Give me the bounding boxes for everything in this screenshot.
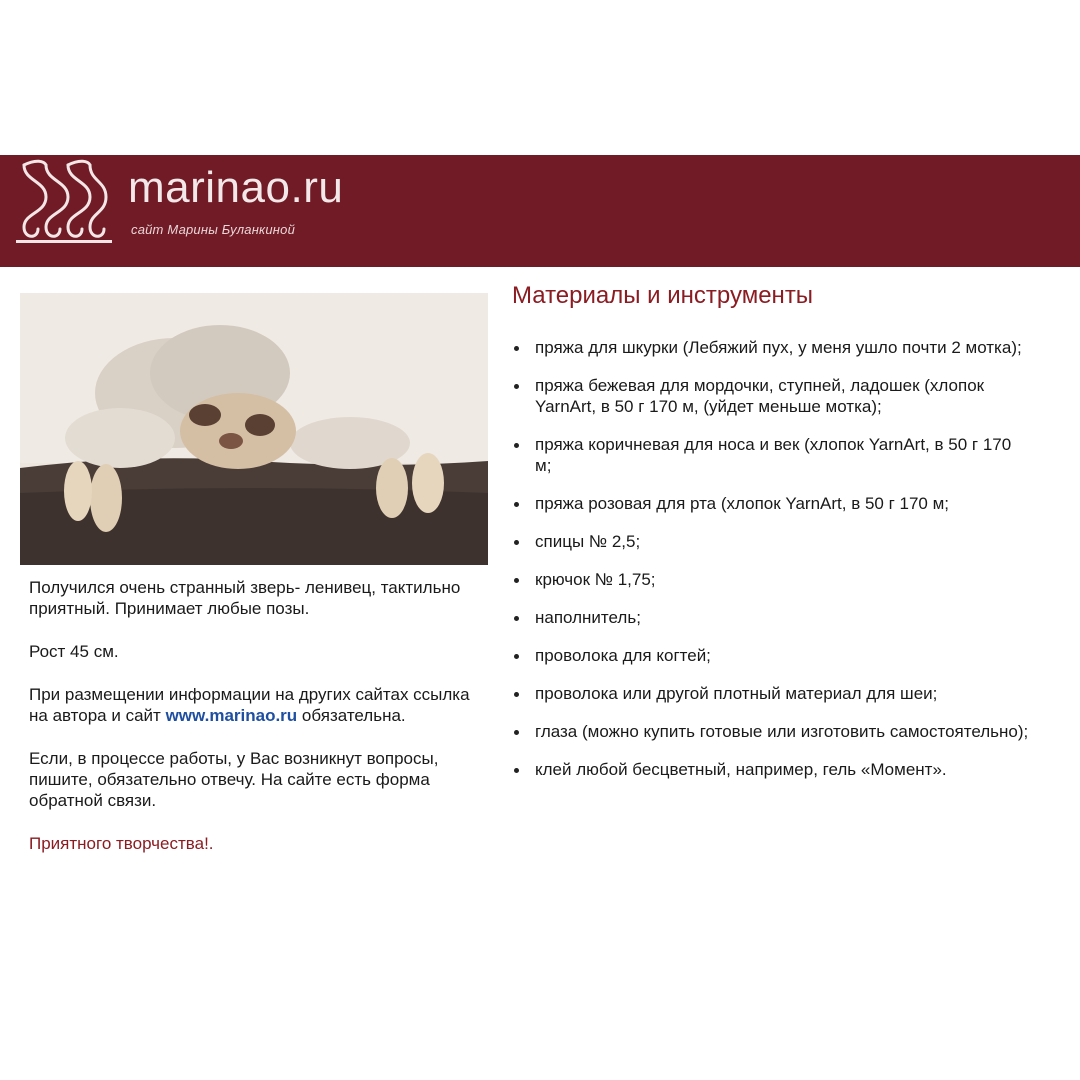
list-item: пряжа бежевая для мордочки, ступней, ладошек (хлопок YarnArt, в 50 г 170 м, (уйдет меньше мотка); xyxy=(512,375,1032,417)
copyright-prefix: При размещении информации на других сайтах ссылка на автора и сайт xyxy=(29,685,470,725)
list-item: наполнитель; xyxy=(512,607,1032,628)
closing-text: Приятного творчества!. xyxy=(29,834,214,853)
logo-underline xyxy=(16,240,112,243)
materials-title: Материалы и инструменты xyxy=(512,282,814,309)
copyright-notice xyxy=(29,684,479,726)
sloth-toy-photo xyxy=(20,293,488,565)
list-item: крючок № 1,75; xyxy=(512,569,1032,590)
description-block xyxy=(29,577,479,876)
intro-text: Получился очень странный зверь- ленивец, тактильно приятный. Принимает любые позы. xyxy=(29,578,461,618)
list-item: пряжа коричневая для носа и век (хлопок YarnArt, в 50 г 170 м; xyxy=(512,434,1032,476)
list-item: клей любой бесцветный, например, гель «Момент». xyxy=(512,759,1032,780)
list-item: проволока или другой плотный материал для шеи; xyxy=(512,683,1032,704)
list-item: спицы № 2,5; xyxy=(512,531,1032,552)
list-item: пряжа для шкурки (Лебяжий пух, у меня ушло почти 2 мотка); xyxy=(512,337,1032,358)
list-item: проволока для когтей; xyxy=(512,645,1032,666)
list-item: пряжа розовая для рта (хлопок YarnArt, в 50 г 170 м; xyxy=(512,493,1032,514)
brand-name[interactable]: marinao.ru xyxy=(128,163,344,212)
height-text: Рост 45 см. xyxy=(29,642,119,661)
questions-text: Если, в процессе работы, у Вас возникнут вопросы, пишите, обязательно отвечу. На сайте есть форма обратной связи. xyxy=(29,749,439,810)
logo-knot-icon xyxy=(16,157,112,247)
materials-list xyxy=(512,337,1032,797)
list-item: глаза (можно купить готовые или изготовить самостоятельно); xyxy=(512,721,1032,742)
copyright-suffix: обязательна. xyxy=(301,706,406,725)
site-link[interactable]: www.marinao.ru xyxy=(165,706,298,725)
brand-tagline: сайт Марины Буланкиной xyxy=(131,222,296,237)
